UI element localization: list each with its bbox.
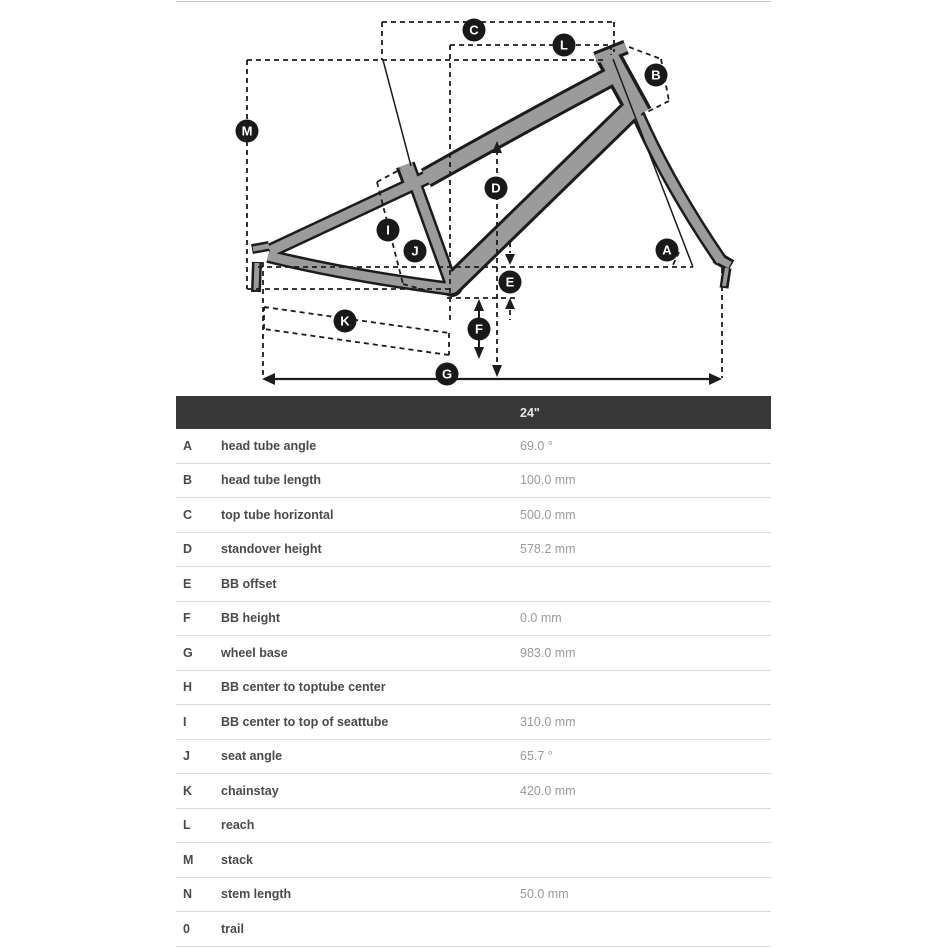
row-name: standover height [221,542,322,557]
row-name: head tube angle [221,438,317,453]
row-name: stem length [221,887,292,902]
fork [636,110,721,261]
seat-axis-line [383,60,411,166]
row-name: reach [221,818,255,833]
label-j-text: J [411,243,419,259]
table-row-k [176,774,771,809]
label-l-text: L [560,37,568,53]
d-arrow-down [492,365,502,377]
size-column-header: 24" [520,405,540,420]
diagram-label-a [656,239,679,262]
diagram-label-e [499,271,522,294]
row-name: top tube horizontal [221,507,334,522]
e-arrow-up [505,298,515,309]
row-value: 578.2 mm [520,542,576,557]
row-name: chainstay [221,783,279,798]
dim-k-box [264,307,449,355]
table-row-o [176,912,771,947]
g-arrow-left [262,373,275,385]
down-tube [452,106,635,284]
diagram-label-m [236,120,259,143]
label-m-text: M [241,123,253,139]
row-letter: E [183,576,192,591]
row-name: BB center to toptube center [221,680,386,695]
row-value: 100.0 mm [520,473,576,488]
table-row-i [176,705,771,740]
row-name: seat angle [221,749,283,764]
frame-geometry-svg [176,2,771,395]
rear-dropout-flange [253,246,269,249]
table-row-l [176,809,771,844]
diagram-label-k [334,310,357,333]
diagram-label-l [553,34,576,57]
label-i-text: I [386,222,390,238]
diagram-label-i [377,219,400,242]
f-arrow-up [474,299,484,311]
row-letter: J [183,749,190,764]
row-letter: G [183,645,193,660]
table-row-a [176,429,771,464]
row-name: BB height [221,611,281,626]
table-row-n [176,878,771,913]
diagram-label-g [436,363,459,386]
row-letter: 0 [183,921,190,936]
label-e-text: E [505,274,515,290]
f-arrow-down [474,347,484,359]
row-value: 65.7 ° [520,749,553,764]
label-a-text: A [662,242,672,258]
row-value: 69.0 ° [520,438,553,453]
row-name: BB offset [221,576,277,591]
diagram-label-d [485,177,508,200]
diagram-label-f [468,318,491,341]
row-name: head tube length [221,473,321,488]
table-row-d [176,533,771,568]
rear-dropout-hanger [256,263,257,290]
table-row-e [176,567,771,602]
label-b-text: B [651,67,661,83]
diagram-label-j [404,240,427,263]
row-name: stack [221,852,253,867]
bike-geometry-diagram [176,2,771,395]
row-name: BB center to top of seattube [221,714,389,729]
geometry-table [176,396,771,947]
table-header-row [176,396,771,429]
table-row-c [176,498,771,533]
row-letter: D [183,542,193,557]
row-value: 420.0 mm [520,783,576,798]
table-row-m [176,843,771,878]
chain-stay [268,256,452,289]
row-letter: A [183,438,193,453]
e-arrow-down [505,254,515,265]
row-letter: C [183,507,193,522]
table-row-j [176,740,771,775]
label-k-text: K [340,313,350,329]
row-letter: H [183,680,193,695]
label-c-text: C [469,22,479,38]
row-letter: L [183,818,191,833]
seat-stay [270,177,428,251]
row-letter: F [183,611,191,626]
diagram-label-b [645,64,668,87]
row-value: 500.0 mm [520,507,576,522]
row-letter: K [183,783,193,798]
table-row-h [176,671,771,706]
diagram-label-c [463,19,486,42]
table-row-f [176,602,771,637]
steering-axis-line [613,59,693,267]
label-f-text: F [475,321,483,337]
row-name: trail [221,921,244,936]
row-letter: N [183,887,193,902]
row-letter: M [183,852,194,867]
row-letter: B [183,473,193,488]
table-row-g [176,636,771,671]
label-d-text: D [491,180,501,196]
row-value: 310.0 mm [520,714,576,729]
bb-shell [445,279,459,293]
row-value: 50.0 mm [520,887,569,902]
row-value: 983.0 mm [520,645,576,660]
seat-collar [405,165,412,184]
row-value: 0.0 mm [520,611,562,626]
row-name: wheel base [221,645,288,660]
g-arrow-right [709,373,722,385]
label-g-text: G [441,366,453,382]
table-row-b [176,464,771,499]
row-letter: I [183,714,187,729]
